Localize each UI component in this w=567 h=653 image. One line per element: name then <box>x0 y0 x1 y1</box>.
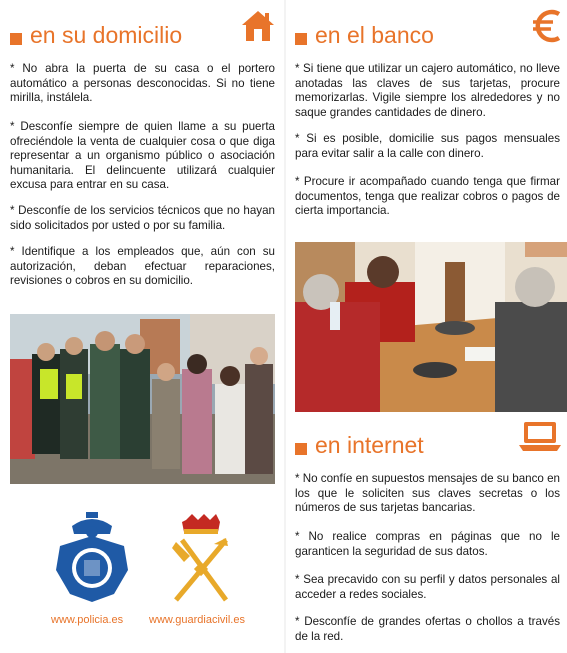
house-icon <box>240 9 276 43</box>
banco-paragraph-1: * Si tiene que utilizar un cajero automático, no lleve anotadas las claves de sus tarjetas, procure memorizarlas. Vigile siempre los alrededores y no saque grandes cantidades de dinero. <box>295 62 560 119</box>
section-title-banco: en el banco <box>315 22 434 48</box>
section-header-banco <box>295 24 434 47</box>
policia-nacional-logo <box>54 512 130 604</box>
euro-icon <box>531 8 563 44</box>
domicilio-paragraph-4: * Identifique a los empleados que, aún con su autorización, deban efectuar reparaciones, revisiones o cobros en su domicilio. <box>10 245 275 288</box>
domicilio-paragraph-2: * Desconfíe siempre de quien llame a su puerta ofreciéndole la venta de cualquier cosa o que diga representar a un organismo público o asociación humanitaria. El delincuente utilizará cualquier excusa para entrar en su casa. <box>10 120 275 192</box>
section-header-internet <box>295 434 424 457</box>
internet-paragraph-4: * Desconfíe de grandes ofertas o chollos a través de la red. <box>295 615 560 643</box>
photo-guardia-civil-street <box>10 314 275 484</box>
section-header-domicilio <box>10 24 182 47</box>
column-divider <box>284 0 286 653</box>
section-title-domicilio: en su domicilio <box>30 22 183 48</box>
policia-link[interactable]: www.policia.es <box>51 614 124 626</box>
domicilio-paragraph-3: * Desconfíe de los servicios técnicos que no hayan sido solicitados por usted o por su familia. <box>10 204 275 232</box>
section-title-internet: en internet <box>315 432 424 458</box>
guardia-civil-link[interactable]: www.guardiacivil.es <box>149 614 245 626</box>
photo-seniors-at-table <box>295 242 567 412</box>
laptop-icon <box>519 420 561 452</box>
bullet-square <box>295 443 307 455</box>
banco-paragraph-2: * Si es posible, domicilie sus pagos mensuales para evitar salir a la calle con dinero. <box>295 132 560 160</box>
internet-paragraph-2: * No realice compras en páginas que no le garanticen la seguridad de sus datos. <box>295 530 560 558</box>
bullet-square <box>295 33 307 45</box>
internet-paragraph-1: * No confíe en supuestos mensajes de su banco en los que le soliciten sus claves secretas o los números de sus tarjetas bancarias. <box>295 472 560 515</box>
bullet-square <box>10 33 22 45</box>
internet-paragraph-3: * Sea precavido con su perfil y datos personales al acceder a redes sociales. <box>295 573 560 601</box>
banco-paragraph-3: * Procure ir acompañado cuando tenga que firmar documentos, tenga que realizar cobros o pagos de cierta importancia. <box>295 175 560 218</box>
domicilio-paragraph-1: * No abra la puerta de su casa o el portero automático a personas desconocidas. Si no tiene mirilla, instálela. <box>10 62 275 105</box>
guardia-civil-logo <box>168 512 234 610</box>
